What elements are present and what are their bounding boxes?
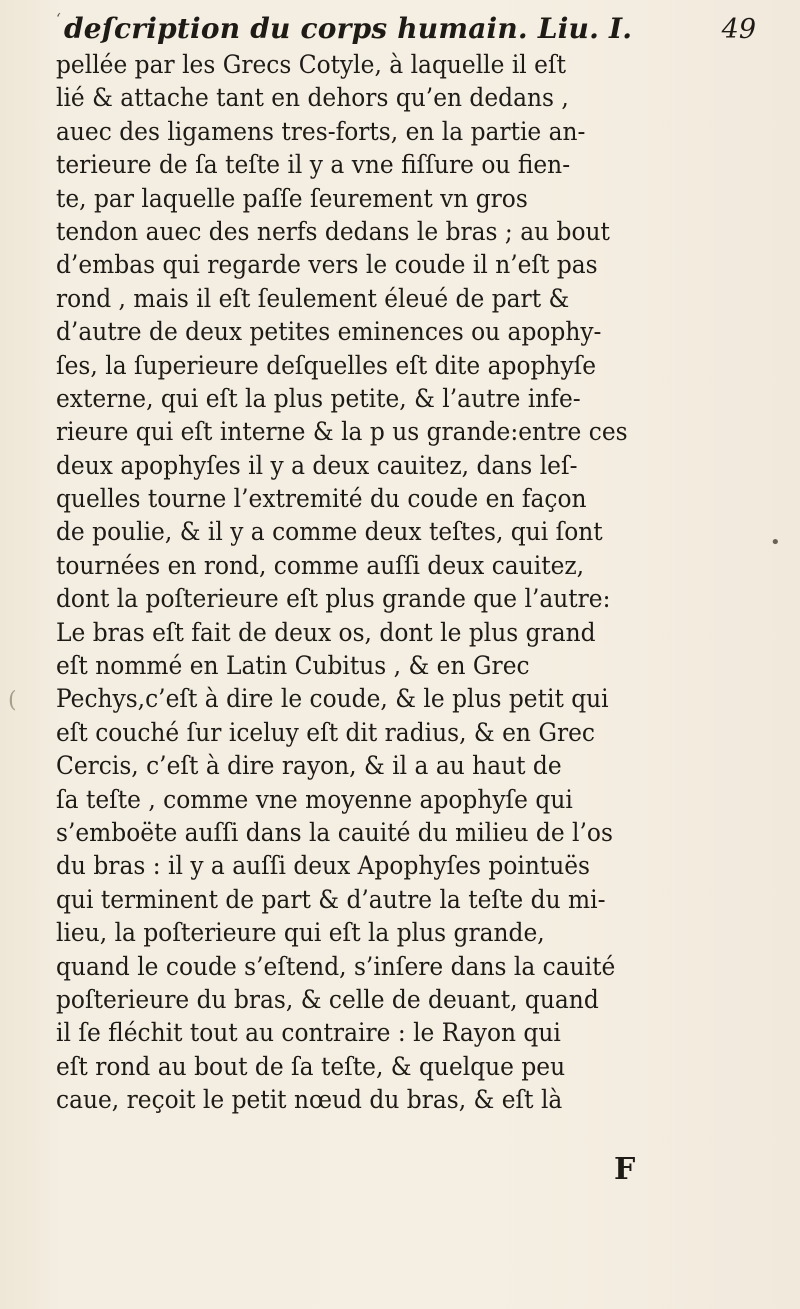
text-line: poſterieure du bras, & celle de deuant, quand — [56, 984, 599, 1014]
page-header — [56, 10, 756, 48]
text-line: quelles tourne l’extremité du coude en façon — [56, 484, 587, 514]
text-line: ſes, la ſuperieure deſquelles eſt dite apophyſe — [56, 350, 597, 380]
right-margin-mark: • — [770, 532, 781, 553]
left-margin-mark: ( — [8, 688, 17, 713]
text-line: qui terminent de part & d’autre la teſte du mi- — [56, 884, 606, 914]
page-number: 49 — [721, 14, 756, 45]
text-line: Pechys,c’eſt à dire le coude, & le plus petit qui — [56, 684, 609, 714]
text-line: deux apophyſes il y a deux cauitez, dans leſ- — [56, 450, 578, 480]
text-line: rond , mais il eſt ſeulement éleué de part & — [56, 283, 570, 313]
text-line: Le bras eſt fait de deux os, dont le plus grand — [56, 617, 596, 647]
text-line: quand le coude s’eſtend, s’inſere dans la cauité — [56, 951, 616, 981]
text-line: eſt nommé en Latin Cubitus , & en Grec — [56, 651, 530, 681]
text-line: du bras : il y a auſſi deux Apophyſes pointuës — [56, 851, 591, 881]
text-line: lieu, la poſterieure qui eſt la plus grande, — [56, 918, 545, 948]
text-line: auec des ligamens tres-forts, en la partie an- — [56, 116, 586, 146]
text-line: caue, reçoit le petit nœud du bras, & eſt là — [56, 1085, 563, 1115]
text-line: dont la poſterieure eſt plus grande que l’autre: — [56, 584, 611, 614]
text-line: terieure de ſa teſte il y a vne fiſſure ou fien- — [56, 150, 571, 180]
text-line: s’emboëte auſſi dans la cauité du milieu de l’os — [56, 817, 613, 847]
text-line: de poulie, & il y a comme deux teſtes, qui ſont — [56, 517, 603, 547]
text-line: pellée par les Grecs Cotyle, à laquelle il eſt — [56, 50, 566, 79]
text-line: tendon auec des nerfs dedans le bras ; au bout — [56, 216, 610, 246]
text-line: lié & attache tant en dehors qu’en dedans , — [56, 83, 569, 113]
text-line: il ſe fléchit tout au contraire : le Rayon qui — [56, 1018, 561, 1048]
running-title: deſcription du corps humain. Liu. I. — [64, 12, 633, 45]
text-line: te, par laquelle paſſe ſeurement vn gros — [56, 183, 528, 213]
text-line: externe, qui eſt la plus petite, & l’autre infe- — [56, 383, 581, 413]
text-line: tournées en rond, comme auſſi deux cauitez, — [56, 550, 585, 580]
text-line: rieure qui eſt interne & la p us grande:entre ces — [56, 417, 628, 447]
text-line: d’autre de deux petites eminences ou apophy- — [56, 317, 602, 347]
signature-mark: F — [614, 1152, 636, 1187]
body-text — [56, 48, 798, 1117]
text-line: eſt couché ſur iceluy eſt dit radius, & en Grec — [56, 717, 595, 747]
text-line: Cercis, c’eſt à dire rayon, & il a au haut de — [56, 751, 562, 781]
text-line: eſt rond au bout de ſa teſte, & quelque peu — [56, 1051, 566, 1081]
text-line: ſa teſte , comme vne moyenne apophyſe qui — [56, 784, 573, 814]
header-mark: ʻ — [56, 10, 61, 28]
text-line: d’embas qui regarde vers le coude il n’eſt pas — [56, 250, 598, 280]
